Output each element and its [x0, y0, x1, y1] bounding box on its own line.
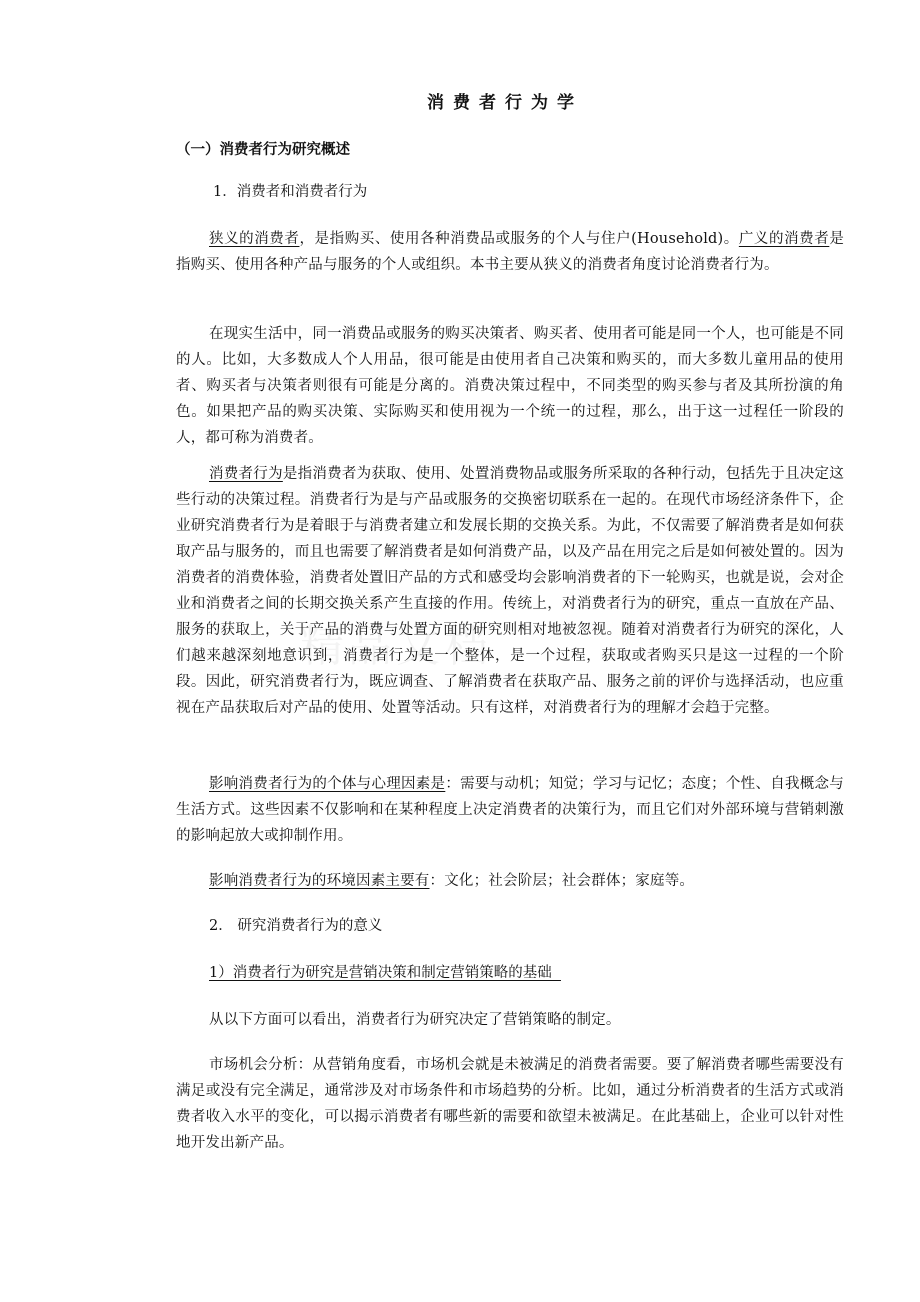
subsection-heading-2-1: 1）消费者行为研究是营销决策和制定营销策略的基础	[209, 965, 561, 981]
text-consumer-behavior: 是指消费者为获取、使用、处置消费物品或服务所采取的各种行动，包括先于且决定这些行动的决策过程。消费者行为是与产品或服务的交换密切联系在一起的。在现代市场经济条件下，企业研究消费者行为是着眼于与消费者建立和发展长期的交换关系。为此，不仅需要了解消费者是如何获取产品与服务的，而且也需要了解消费者是如何消费产品，以及产品在用完之后是如何被处置的。因为消费者的消费体验，消费者处置旧产品的方式和感受均会影响消费者的下一轮购买，也就是说，会对企业和消费者之间的长期交换关系产生直接的作用。传统上，对消费者行为的研究，重点一直放在产品、服务的获取上，关于产品的消费与处置方面的研究则相对地被忽视。随着对消费者行为研究的深化，人们越来越深刻地意识到，消费者行为是一个整体，是一个过程，获取或者购买只是这一过程的一个阶段。因此，研究消费者行为，既应调查、了解消费者在获取产品、服务之前的评价与选择活动，也应重视在产品获取后对产品的使用、处置等活动。只有这样，对消费者行为的理解才会趋于完整。	[176, 466, 844, 716]
text-environment-factors: ：文化；社会阶层；社会群体；家庭等。	[429, 873, 695, 889]
text-broad-consumer: 是指购买、使用各种产品与服务的个人或组织。本书主要从狭义的消费者角度讨论消费者行为。	[176, 231, 845, 273]
page-title: 消费者行为学	[427, 93, 583, 113]
term-environment-factors: 影响消费者行为的环境因素主要有	[209, 873, 430, 889]
paragraph-following-aspects: 从以下方面可以看出，消费者行为研究决定了营销策略的制定。	[209, 1012, 621, 1028]
term-broad-consumer: 广义的消费者	[738, 231, 830, 247]
paragraph-real-life: 在现实生活中，同一消费品或服务的购买决策者、购买者、使用者可能是同一个人，也可能是不同的人。比如，大多数成人个人用品，很可能是由使用者自己决策和购买的，而大多数儿童用品的使用者、购买者与决策者则很有可能是分离的。消费决策过程中，不同类型的购买参与者及其所扮演的角色。如果把产品的购买决策、实际购买和使用视为一个统一的过程，那么，出于这一过程任一阶段的人，都可称为消费者。	[176, 326, 844, 446]
subsection-heading-2: 2． 研究消费者行为的意义	[209, 918, 383, 934]
paragraph-market-opportunity: 市场机会分析：从营销角度看，市场机会就是未被满足的消费者需要。要了解消费者哪些需要没有满足或没有完全满足，通常涉及对市场条件和市场趋势的分析。比如，通过分析消费者的生活方式或消费者收入水平的变化，可以揭示消费者有哪些新的需要和欲望未被满足。在此基础上，企业可以针对性地开发出新产品。	[176, 1057, 844, 1151]
text-individual-factors: ：需要与动机；知觉；学习与记忆；态度；个性、自我概念与生活方式。这些因素不仅影响和在某种程度上决定消费者的决策行为，而且它们对外部环境与营销刺激的影响起放大或抑制作用。	[176, 776, 844, 844]
term-narrow-consumer: 狭义的消费者	[209, 231, 300, 247]
paragraph-consumer-definition	[176, 226, 844, 278]
section-heading: （一）消费者行为研究概述	[176, 142, 350, 158]
paragraph-environment-factors	[176, 868, 844, 894]
term-consumer-behavior: 消费者行为	[209, 466, 283, 482]
paragraph-individual-factors	[176, 771, 844, 849]
paragraph-consumer-behavior	[176, 461, 844, 721]
term-individual-factors: 影响消费者行为的个体与心理因素是	[209, 776, 446, 792]
subsection-heading-1: 1．消费者和消费者行为	[213, 184, 368, 200]
text-narrow-consumer: ，是指购买、使用各种消费品或服务的个人与住户(Household)。	[299, 231, 739, 247]
